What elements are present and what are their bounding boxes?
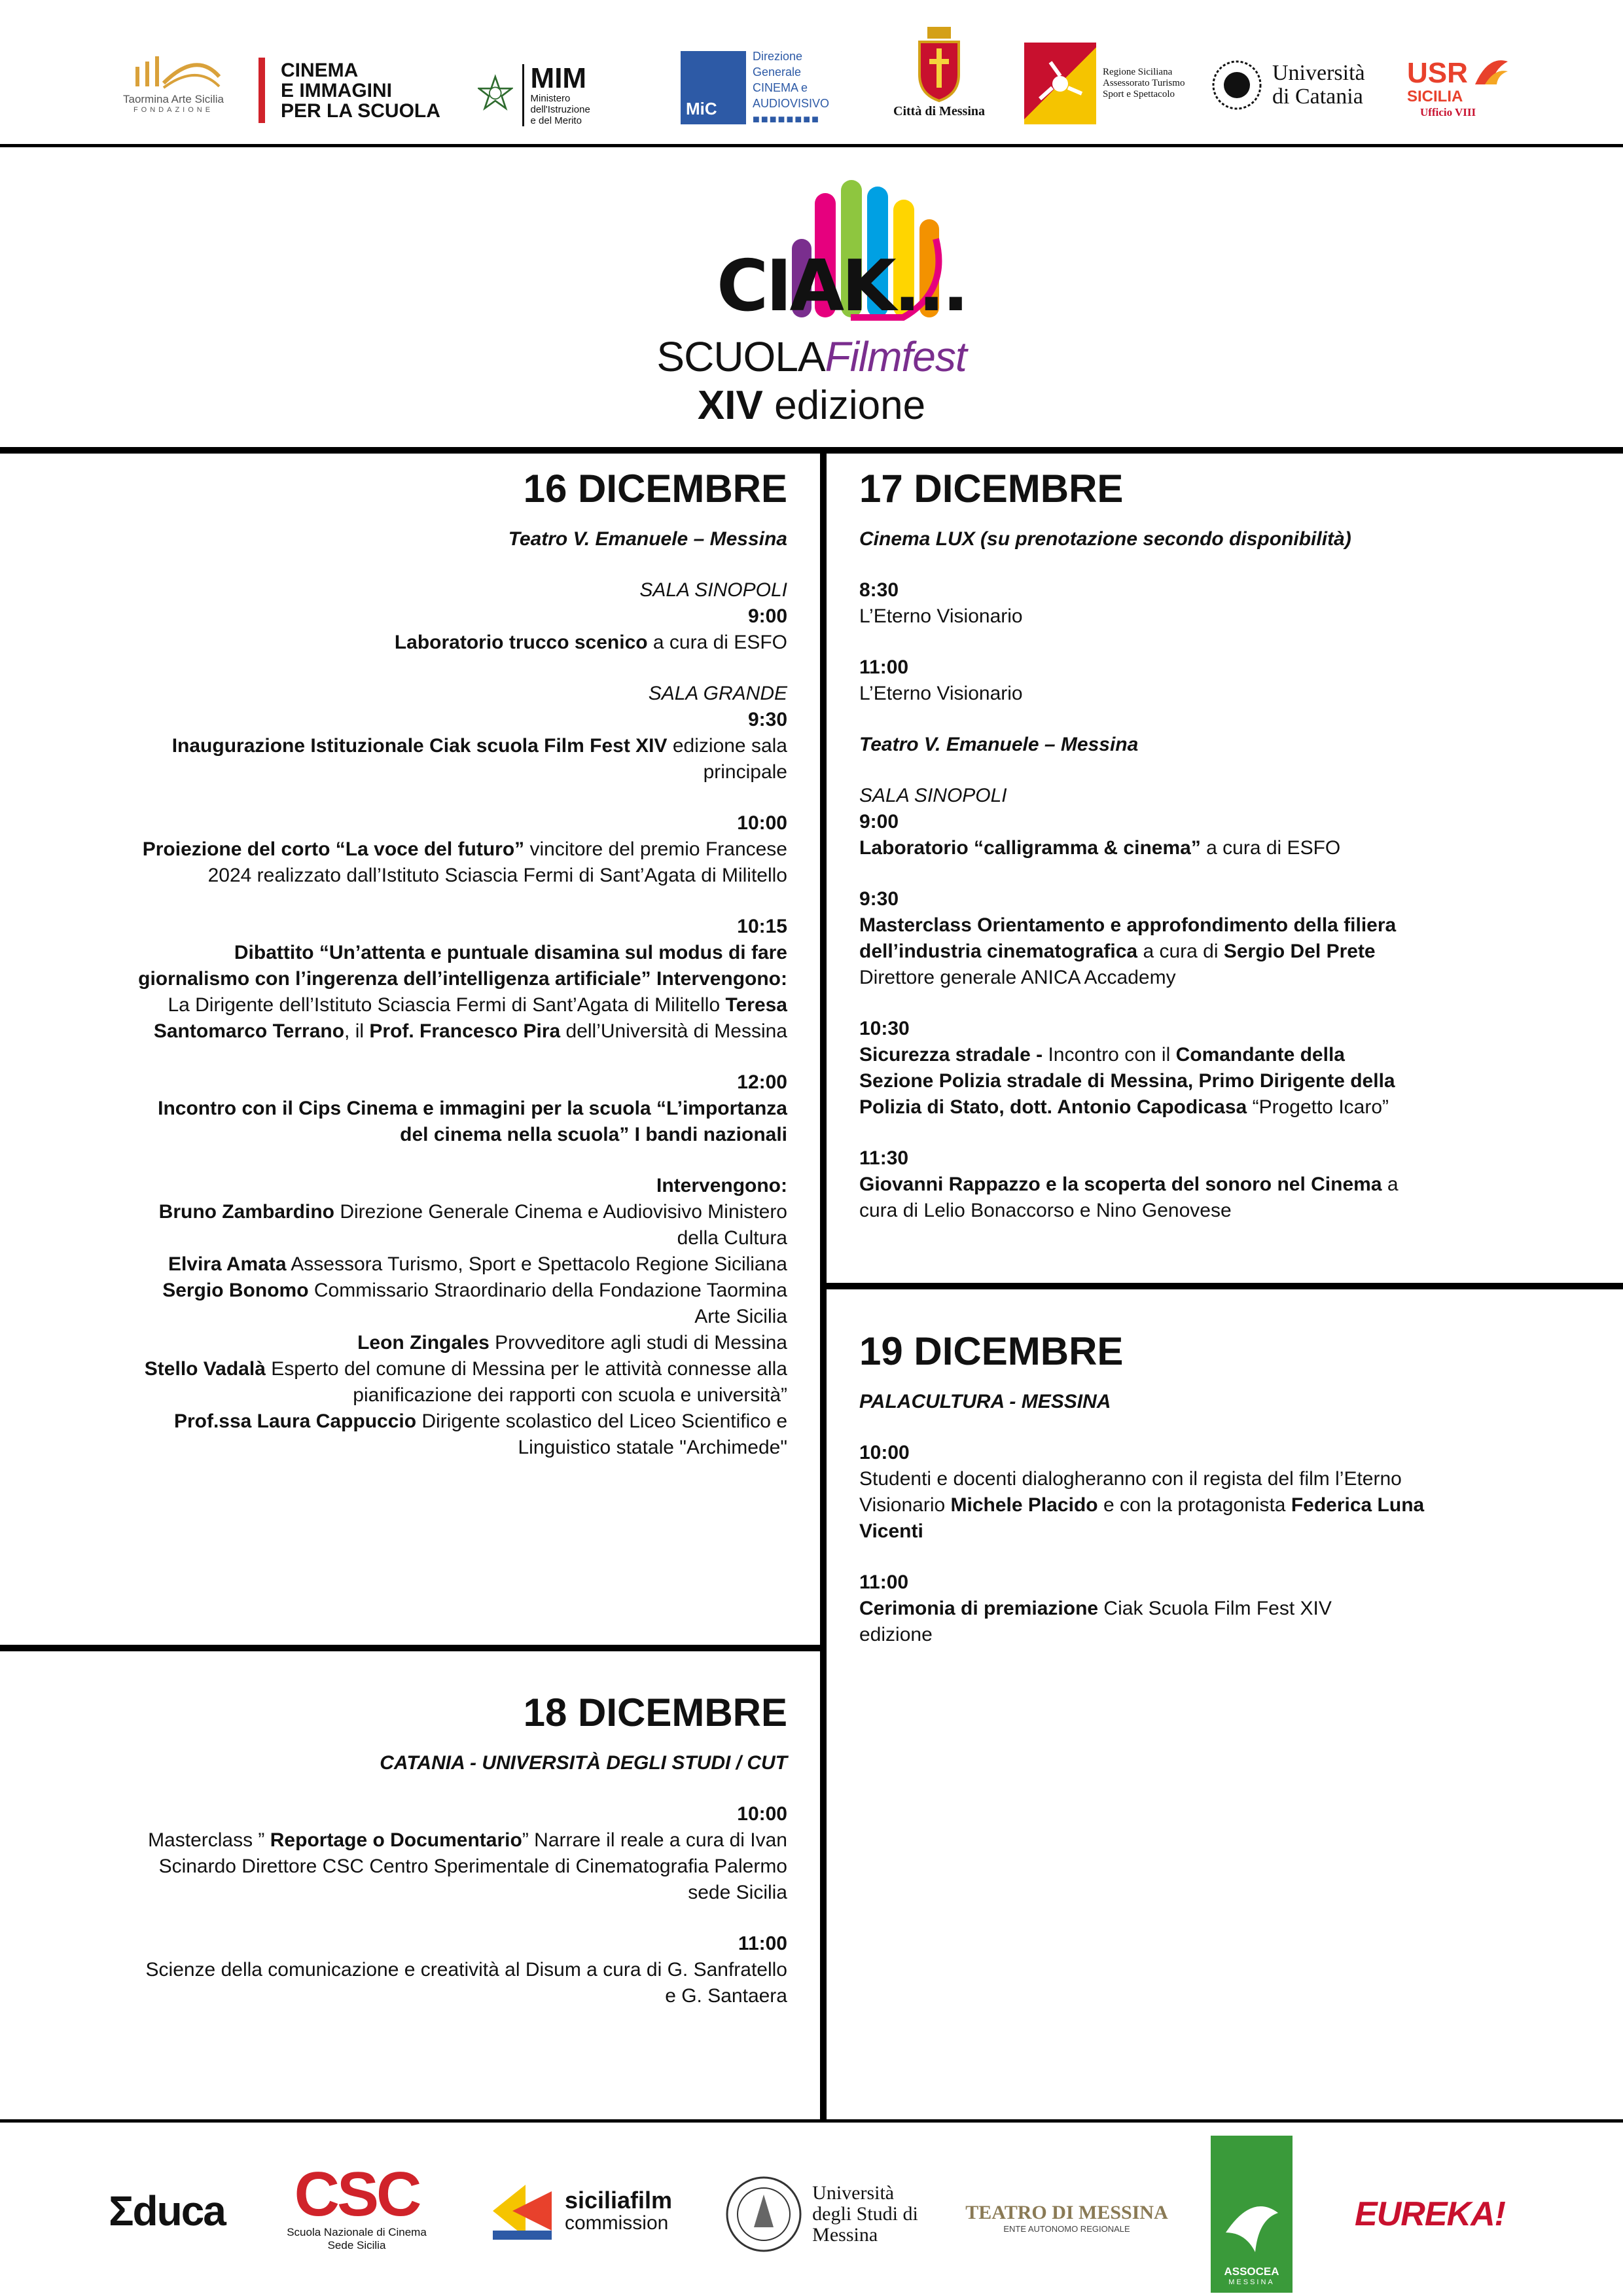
event-time: 10:00	[737, 1803, 787, 1825]
speaker-item: Sergio Bonomo Commissario Straordinario della Fondazione Taormina Arte Sicilia	[162, 1280, 787, 1327]
day16-event-2: SALA GRANDE 9:30 Inaugurazione Istituzionale Ciak scuola Film Fest XIV edizione sala principale	[131, 681, 787, 785]
cips-line2: E IMMAGINI	[281, 79, 392, 101]
citta-messina-logo	[874, 16, 1005, 128]
mic-line2: CINEMA e	[752, 81, 808, 94]
assocea-line2: MESSINA	[1228, 2278, 1275, 2286]
csc-logo	[275, 2149, 438, 2267]
usr-region: SICILIA	[1407, 87, 1463, 105]
day16-title: 16 DICEMBRE	[523, 467, 787, 511]
taormina-name: Taormina Arte Sicilia	[122, 92, 224, 105]
italian-emblem-icon	[478, 72, 513, 118]
day16-venue: Teatro V. Emanuele – Messina	[508, 528, 787, 550]
event-time: 9:30	[747, 709, 787, 730]
day17-venue-lux: Cinema LUX (su prenotazione secondo disponibilità)	[859, 528, 1351, 550]
day17-sala-sinopoli: SALA SINOPOLI	[859, 785, 1007, 806]
day17-venue-teatro: Teatro V. Emanuele – Messina	[859, 734, 1139, 755]
mim-logo	[478, 62, 622, 126]
program-top-divider	[0, 447, 1623, 454]
mic-squares: ■■■■■■■■	[752, 113, 820, 126]
fest-subtitle-a: SCUOLA	[656, 333, 825, 380]
event-time: 11:00	[738, 1933, 787, 1954]
unime-line1: Università	[812, 2182, 895, 2204]
day18-event-1: 10:00 Masterclass ” Reportage o Documentario” Narrare il reale a cura di Ivan Scinardo Direttore CSC Centro Sperimentale di Cinematografia Palermo sede Sicilia	[131, 1801, 787, 1906]
trinacria-icon	[1024, 43, 1096, 124]
usr-title: USR	[1407, 56, 1468, 89]
speaker-item: Bruno Zambardino Direzione Generale Cinema e Audiovisivo Ministero della Cultura	[158, 1201, 787, 1249]
day16-speakers	[131, 1173, 787, 1461]
event-time: 10:00	[859, 1442, 910, 1463]
day17-event-4: 9:30 Masterclass Orientamento e approfondimento della filiera dell’industria cinematografica a cura di Sergio Del Prete Direttore generale ANICA Accademy	[859, 886, 1402, 991]
unime-seal-icon	[724, 2175, 803, 2253]
day18-event-2: 11:00 Scienze della comunicazione e creatività al Disum a cura di G. Sanfratello e G. Santaera	[131, 1931, 787, 2009]
day18-venue: CATANIA - UNIVERSITÀ DEGLI STUDI / CUT	[380, 1752, 787, 1774]
mim-line2: e del Merito	[530, 115, 582, 126]
footer-logos	[0, 2123, 1623, 2296]
event-time: 9:00	[747, 605, 787, 627]
sfc-line2: commission	[564, 2212, 669, 2234]
csc-line1: Scuola Nazionale di Cinema	[287, 2226, 427, 2238]
right-mid-divider	[823, 1283, 1623, 1289]
speaker-item: Leon Zingales Provveditore agli studi di Messina	[357, 1332, 787, 1354]
day17-event-2: 11:00 L’Eterno Visionario	[859, 655, 1402, 707]
assocea-line1: ASSOCEA	[1224, 2265, 1279, 2278]
teatro-name: TEATRO DI MESSINA	[965, 2201, 1168, 2223]
regione-line1: Regione Siciliana	[1103, 67, 1173, 77]
assocea-logo	[1211, 2136, 1293, 2293]
teatro-sub: ENTE AUTONOMO REGIONALE	[1003, 2223, 1130, 2234]
day18-column	[131, 1690, 787, 2009]
header-divider	[0, 144, 1623, 147]
event-time: 12:00	[737, 1071, 787, 1093]
sfc-line1: siciliafilm	[564, 2187, 673, 2214]
event-time: 11:00	[859, 1571, 909, 1593]
day17-title: 17 DICEMBRE	[859, 467, 1124, 511]
unime-line3: Messina	[812, 2224, 878, 2246]
mic-logo	[681, 51, 854, 124]
eureka-logo: EUREKA!	[1355, 2195, 1505, 2233]
taormina-sub: FONDAZIONE	[133, 105, 214, 114]
unime-line2: degli Studi di	[812, 2203, 918, 2225]
mic-line3: AUDIOVISIVO	[752, 97, 829, 110]
fest-subtitle	[0, 334, 1623, 380]
unict-seal-icon	[1211, 59, 1263, 111]
cips-line1: CINEMA	[281, 59, 359, 81]
mim-title: MIM	[530, 62, 587, 94]
citta-messina-name: Città di Messina	[893, 103, 985, 118]
day19-event-1: 10:00 Studenti e docenti dialogheranno con il regista del film l’Eterno Visionario Michele Placido e con la protagonista Federica Luna Vicenti	[859, 1440, 1461, 1545]
day17-event-5: 10:30 Sicurezza stradale - Incontro con il Comandante della Sezione Polizia stradale di Messina, Primo Dirigente della Polizia di Stato, dott. Antonio Capodicasa “Progetto Icaro”	[859, 1016, 1402, 1121]
cips-logo	[259, 58, 455, 123]
day17-event-6: 11:30 Giovanni Rappazzo e la scoperta del sonoro nel Cinema a cura di Lelio Bonaccorso e Nino Genovese	[859, 1145, 1402, 1224]
speaker-item: Elvira Amata Assessora Turismo, Sport e Spettacolo Regione Siciliana	[168, 1253, 787, 1275]
unime-logo	[710, 2172, 933, 2257]
event-time: 11:00	[859, 656, 909, 678]
event-time: 8:30	[859, 579, 899, 601]
regione-siciliana-logo	[1024, 43, 1194, 124]
day17-event-1: 8:30 L’Eterno Visionario	[859, 577, 1402, 630]
day16-sala-grande: SALA GRANDE	[648, 683, 787, 704]
mic-line1: Direzione Generale	[752, 50, 803, 79]
day19-venue: PALACULTURA - MESSINA	[859, 1391, 1111, 1412]
event-time: 11:30	[859, 1147, 909, 1169]
event-time: 9:30	[859, 888, 899, 910]
fest-edition	[0, 383, 1623, 429]
cips-line3: PER LA SCUOLA	[281, 99, 440, 122]
eagle-icon	[1219, 2187, 1285, 2265]
ciak-title: CIAK...	[717, 245, 967, 327]
speakers-title: Intervengono:	[656, 1175, 787, 1196]
event-time: 10:30	[859, 1018, 910, 1039]
unict-line1: Università	[1272, 61, 1365, 85]
event-time: 10:00	[737, 812, 787, 834]
day17-event-3: SALA SINOPOLI 9:00 Laboratorio “calligramma & cinema” a cura di ESFO	[859, 783, 1402, 861]
taormina-arte-icon	[124, 47, 223, 93]
speaker-item: Prof.ssa Laura Cappuccio Dirigente scolastico del Liceo Scientifico e Linguistico statale "Archimede"	[173, 1410, 787, 1458]
csc-line2: Sede Sicilia	[327, 2239, 386, 2251]
messina-crest-icon	[913, 26, 965, 104]
usr-flame-icon	[1472, 55, 1511, 88]
festival-logo	[0, 167, 1623, 432]
fest-subtitle-b: Filmfest	[825, 333, 967, 380]
day19-column	[859, 1329, 1461, 1648]
usr-sicilia-logo	[1407, 49, 1525, 124]
day16-event-3: 10:00 Proiezione del corto “La voce del futuro” vincitore del premio Francese 2024 realizzato dall’Istituto Sciascia Fermi di Sant’Agata di Militello	[131, 810, 787, 889]
edition-number: XIV	[697, 383, 763, 428]
event-time: 9:00	[859, 811, 899, 833]
day18-title: 18 DICEMBRE	[523, 1691, 787, 1734]
csc-mark: CSC	[294, 2159, 419, 2229]
regione-line3: Sport e Spettacolo	[1103, 89, 1175, 99]
regione-line2: Assessorato Turismo	[1103, 78, 1185, 88]
day19-title: 19 DICEMBRE	[859, 1329, 1124, 1373]
sicilia-film-commission-logo	[471, 2175, 687, 2247]
mim-line1: Ministero dell'Istruzione	[530, 92, 590, 115]
teatro-messina-logo	[959, 2181, 1175, 2253]
day16-column	[131, 466, 787, 1461]
day16-event-5: 12:00 Incontro con il Cips Cinema e immagini per la scuola “L’importanza del cinema nella scuola” I bandi nazionali	[131, 1069, 787, 1148]
event-time: 10:15	[737, 916, 787, 937]
edition-word: edizione	[774, 383, 926, 428]
left-mid-divider	[0, 1645, 823, 1651]
mic-badge: MiC	[681, 51, 746, 124]
speaker-item: Stello Vadalà Esperto del comune di Messina per le attività connesse alla pianificazione dei rapporti con scuola e università”	[144, 1358, 787, 1406]
taormina-arte-logo	[118, 36, 229, 124]
educa-logo: Σduca	[109, 2187, 225, 2234]
unict-line2: di Catania	[1272, 84, 1363, 109]
header-logos	[0, 0, 1623, 144]
day16-event-1: SALA SINOPOLI 9:00 Laboratorio trucco scenico a cura di ESFO	[131, 577, 787, 656]
usr-office: Ufficio VIII	[1420, 105, 1476, 118]
day19-event-2: 11:00 Cerimonia di premiazione Ciak Scuola Film Fest XIV edizione	[859, 1570, 1383, 1648]
day16-event-4: 10:15 Dibattito “Un’attenta e puntuale disamina sul modus di fare giornalismo con l’ingerenza dell’intelligenza artificiale” Intervengono: La Dirigente dell’Istituto Sciascia Fermi di Sant’Agata di Militello Teresa Santomarco Terrano, il Prof. Francesco Pira dell’Università di Messina	[131, 914, 787, 1045]
day17-column	[859, 466, 1402, 1224]
unict-logo	[1211, 52, 1387, 118]
day16-sala-sinopoli: SALA SINOPOLI	[639, 579, 787, 601]
sfc-icon	[486, 2178, 558, 2244]
